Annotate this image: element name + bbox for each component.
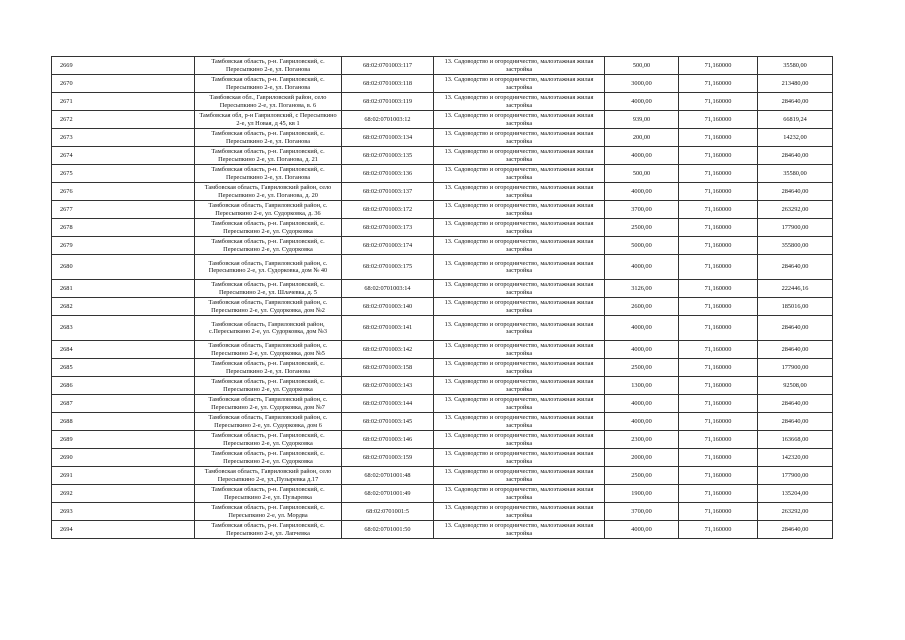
address-cell: Тамбовская область, Гавриловский район, село Пересыпкино 2-е, ул.,Пузыревка д.17 bbox=[195, 467, 342, 485]
table-row bbox=[52, 316, 833, 341]
row-number-cell: 2682 bbox=[52, 298, 195, 316]
row-number-cell: 2693 bbox=[52, 503, 195, 521]
cadastral-number-cell: 68:02:0701003:118 bbox=[342, 75, 434, 93]
area-cell: 4000,00 bbox=[605, 255, 679, 280]
rate-cell: 71,160000 bbox=[679, 341, 758, 359]
rate-cell: 71,160000 bbox=[679, 165, 758, 183]
rate-cell: 71,160000 bbox=[679, 147, 758, 165]
row-number-cell: 2689 bbox=[52, 431, 195, 449]
cadastral-number-cell: 68:02:0701001:49 bbox=[342, 485, 434, 503]
address-cell: Тамбовская область, р-н. Гавриловский, с. Пересыпкино 2-е, ул. Поганова bbox=[195, 129, 342, 147]
cadastral-value-cell: 284640,00 bbox=[758, 147, 833, 165]
rate-cell: 71,160000 bbox=[679, 485, 758, 503]
row-number-cell: 2669 bbox=[52, 57, 195, 75]
address-cell: Тамбовская область, р-н. Гавриловский, с. Пересыпкино 2-е, ул. Поганова, д. 21 bbox=[195, 147, 342, 165]
land-plots-table bbox=[51, 56, 833, 539]
cadastral-number-cell: 68:02:0701003:134 bbox=[342, 129, 434, 147]
permitted-use-cell: 13. Садоводство и огородничество, малоэтажная жилая застройка bbox=[434, 147, 605, 165]
area-cell: 4000,00 bbox=[605, 93, 679, 111]
cadastral-value-cell: 284640,00 bbox=[758, 413, 833, 431]
permitted-use-cell: 13. Садоводство и огородничество, малоэтажная жилая застройка bbox=[434, 298, 605, 316]
row-number-cell: 2679 bbox=[52, 237, 195, 255]
row-number-cell: 2673 bbox=[52, 129, 195, 147]
area-cell: 4000,00 bbox=[605, 183, 679, 201]
cadastral-value-cell: 177900,00 bbox=[758, 359, 833, 377]
cadastral-number-cell: 68:02:0701003:143 bbox=[342, 377, 434, 395]
cadastral-number-cell: 68:02:0701003:158 bbox=[342, 359, 434, 377]
row-number-cell: 2678 bbox=[52, 219, 195, 237]
area-cell: 4000,00 bbox=[605, 395, 679, 413]
cadastral-value-cell: 185016,00 bbox=[758, 298, 833, 316]
cadastral-number-cell: 68:02:0701003:173 bbox=[342, 219, 434, 237]
area-cell: 4000,00 bbox=[605, 521, 679, 539]
cadastral-value-cell: 284640,00 bbox=[758, 93, 833, 111]
row-number-cell: 2692 bbox=[52, 485, 195, 503]
rate-cell: 71,160000 bbox=[679, 201, 758, 219]
rate-cell: 71,160000 bbox=[679, 521, 758, 539]
address-cell: Тамбовская область, р-н. Гавриловский, с. Пересыпкино 2-е, ул. Шлачевка, д. 5 bbox=[195, 280, 342, 298]
row-number-cell: 2681 bbox=[52, 280, 195, 298]
cadastral-value-cell: 177900,00 bbox=[758, 467, 833, 485]
address-cell: Тамбовская область, Гавриловский район, с. Пересыпкино 2-е, ул. Судорковка, дом №7 bbox=[195, 395, 342, 413]
rate-cell: 71,160000 bbox=[679, 298, 758, 316]
area-cell: 4000,00 bbox=[605, 147, 679, 165]
row-number-cell: 2685 bbox=[52, 359, 195, 377]
area-cell: 939,00 bbox=[605, 111, 679, 129]
table-row bbox=[52, 431, 833, 449]
address-cell: Тамбовская область, Гавриловский район, село Пересыпкино 2-е, ул. Поганова, д. 20 bbox=[195, 183, 342, 201]
area-cell: 4000,00 bbox=[605, 316, 679, 341]
cadastral-value-cell: 14232,00 bbox=[758, 129, 833, 147]
area-cell: 4000,00 bbox=[605, 413, 679, 431]
table-row bbox=[52, 467, 833, 485]
address-cell: Тамбовская область, р-н. Гавриловский, с. Пересыпкино 2-е, ул. Пузыревка bbox=[195, 485, 342, 503]
address-cell: Тамбовская область, р-н. Гавриловский, с. Пересыпкино 2-е, ул. Лапчевка bbox=[195, 521, 342, 539]
rate-cell: 71,160000 bbox=[679, 237, 758, 255]
cadastral-number-cell: 68:02:0701003:144 bbox=[342, 395, 434, 413]
rate-cell: 71,160000 bbox=[679, 183, 758, 201]
row-number-cell: 2684 bbox=[52, 341, 195, 359]
row-number-cell: 2675 bbox=[52, 165, 195, 183]
cadastral-value-cell: 177900,00 bbox=[758, 219, 833, 237]
permitted-use-cell: 13. Садоводство и огородничество, малоэтажная жилая застройка bbox=[434, 467, 605, 485]
permitted-use-cell: 13. Садоводство и огородничество, малоэтажная жилая застройка bbox=[434, 359, 605, 377]
row-number-cell: 2694 bbox=[52, 521, 195, 539]
permitted-use-cell: 13. Садоводство и огородничество, малоэтажная жилая застройка bbox=[434, 316, 605, 341]
row-number-cell: 2687 bbox=[52, 395, 195, 413]
table-body bbox=[52, 57, 833, 539]
table-row bbox=[52, 93, 833, 111]
cadastral-number-cell: 68:02:0701001:5 bbox=[342, 503, 434, 521]
row-number-cell: 2677 bbox=[52, 201, 195, 219]
document-page bbox=[51, 56, 832, 539]
cadastral-number-cell: 68:02:0701003:117 bbox=[342, 57, 434, 75]
cadastral-value-cell: 263292,00 bbox=[758, 503, 833, 521]
rate-cell: 71,160000 bbox=[679, 467, 758, 485]
cadastral-value-cell: 355800,00 bbox=[758, 237, 833, 255]
area-cell: 2500,00 bbox=[605, 359, 679, 377]
permitted-use-cell: 13. Садоводство и огородничество, малоэтажная жилая застройка bbox=[434, 129, 605, 147]
address-cell: Тамбовская область, р-н. Гавриловский, с. Пересыпкино 2-е, ул. Мордва bbox=[195, 503, 342, 521]
area-cell: 1300,00 bbox=[605, 377, 679, 395]
area-cell: 1900,00 bbox=[605, 485, 679, 503]
address-cell: Тамбовская область, р-н. Гавриловский, с. Пересыпкино 2-е, ул. Поганова bbox=[195, 165, 342, 183]
permitted-use-cell: 13. Садоводство и огородничество, малоэтажная жилая застройка bbox=[434, 219, 605, 237]
table-row bbox=[52, 521, 833, 539]
cadastral-value-cell: 222446,16 bbox=[758, 280, 833, 298]
cadastral-number-cell: 68:02:0701003:119 bbox=[342, 93, 434, 111]
cadastral-number-cell: 68:02:0701003:137 bbox=[342, 183, 434, 201]
cadastral-number-cell: 68:02:0701003:175 bbox=[342, 255, 434, 280]
area-cell: 2500,00 bbox=[605, 467, 679, 485]
table-row bbox=[52, 485, 833, 503]
rate-cell: 71,160000 bbox=[679, 359, 758, 377]
area-cell: 3126,00 bbox=[605, 280, 679, 298]
table-row bbox=[52, 377, 833, 395]
table-row bbox=[52, 298, 833, 316]
cadastral-number-cell: 68:02:0701003:12 bbox=[342, 111, 434, 129]
table-row bbox=[52, 165, 833, 183]
rate-cell: 71,160000 bbox=[679, 255, 758, 280]
cadastral-number-cell: 68:02:0701003:174 bbox=[342, 237, 434, 255]
address-cell: Тамбовская область, р-н. Гавриловский, с. Пересыпкино 2-е, ул. Судорковка bbox=[195, 219, 342, 237]
cadastral-number-cell: 68:02:0701003:141 bbox=[342, 316, 434, 341]
row-number-cell: 2691 bbox=[52, 467, 195, 485]
address-cell: Тамбовская область, Гавриловский район, с. Пересыпкино 2-е, ул. Судорковка, дом № 40 bbox=[195, 255, 342, 280]
rate-cell: 71,160000 bbox=[679, 111, 758, 129]
permitted-use-cell: 13. Садоводство и огородничество, малоэтажная жилая застройка bbox=[434, 255, 605, 280]
cadastral-number-cell: 68:02:0701003:140 bbox=[342, 298, 434, 316]
cadastral-number-cell: 68:02:0701001:50 bbox=[342, 521, 434, 539]
permitted-use-cell: 13. Садоводство и огородничество, малоэтажная жилая застройка bbox=[434, 395, 605, 413]
cadastral-number-cell: 68:02:0701003:135 bbox=[342, 147, 434, 165]
rate-cell: 71,160000 bbox=[679, 219, 758, 237]
table-row bbox=[52, 395, 833, 413]
address-cell: Тамбовская область, р-н. Гавриловский, с. Пересыпкино 2-е, ул. Поганова bbox=[195, 359, 342, 377]
permitted-use-cell: 13. Садоводство и огородничество, малоэтажная жилая застройка bbox=[434, 57, 605, 75]
address-cell: Тамбовская область, Гавриловский район, с. Пересыпкино 2-е, ул. Судорковка, д. 36 bbox=[195, 201, 342, 219]
cadastral-number-cell: 68:02:0701003:145 bbox=[342, 413, 434, 431]
table-row bbox=[52, 219, 833, 237]
area-cell: 2500,00 bbox=[605, 219, 679, 237]
cadastral-value-cell: 284640,00 bbox=[758, 255, 833, 280]
table-row bbox=[52, 280, 833, 298]
permitted-use-cell: 13. Садоводство и огородничество, малоэтажная жилая застройка bbox=[434, 280, 605, 298]
row-number-cell: 2671 bbox=[52, 93, 195, 111]
area-cell: 2000,00 bbox=[605, 449, 679, 467]
address-cell: Тамбовская обл., Гавриловский район, село Пересыпкино 2-е, ул. Поганова, в. 6 bbox=[195, 93, 342, 111]
table-row bbox=[52, 75, 833, 93]
rate-cell: 71,160000 bbox=[679, 57, 758, 75]
permitted-use-cell: 13. Садоводство и огородничество, малоэтажная жилая застройка bbox=[434, 377, 605, 395]
area-cell: 3700,00 bbox=[605, 503, 679, 521]
permitted-use-cell: 13. Садоводство и огородничество, малоэтажная жилая застройка bbox=[434, 93, 605, 111]
table-row bbox=[52, 237, 833, 255]
cadastral-number-cell: 68:02:0701003:142 bbox=[342, 341, 434, 359]
table-row bbox=[52, 183, 833, 201]
rate-cell: 71,160000 bbox=[679, 280, 758, 298]
row-number-cell: 2674 bbox=[52, 147, 195, 165]
permitted-use-cell: 13. Садоводство и огородничество, малоэтажная жилая застройка bbox=[434, 521, 605, 539]
table-row bbox=[52, 147, 833, 165]
rate-cell: 71,160000 bbox=[679, 431, 758, 449]
table-row bbox=[52, 359, 833, 377]
permitted-use-cell: 13. Садоводство и огородничество, малоэтажная жилая застройка bbox=[434, 341, 605, 359]
rate-cell: 71,160000 bbox=[679, 93, 758, 111]
address-cell: Тамбовская область, Гавриловский район, с. Пересыпкино 2-е, ул. Судорковка, дом №5 bbox=[195, 341, 342, 359]
row-number-cell: 2680 bbox=[52, 255, 195, 280]
area-cell: 3000,00 bbox=[605, 75, 679, 93]
address-cell: Тамбовская область, Гавриловский район, с.Пересыпкино 2-е, ул. Судорковка, дом №3 bbox=[195, 316, 342, 341]
address-cell: Тамбовская область, р-н. Гавриловский, с. Пересыпкино 2-е, ул. Судорковка bbox=[195, 431, 342, 449]
row-number-cell: 2676 bbox=[52, 183, 195, 201]
cadastral-value-cell: 35580,00 bbox=[758, 165, 833, 183]
row-number-cell: 2683 bbox=[52, 316, 195, 341]
cadastral-number-cell: 68:02:0701003:172 bbox=[342, 201, 434, 219]
area-cell: 500,00 bbox=[605, 57, 679, 75]
permitted-use-cell: 13. Садоводство и огородничество, малоэтажная жилая застройка bbox=[434, 237, 605, 255]
permitted-use-cell: 13. Садоводство и огородничество, малоэтажная жилая застройка bbox=[434, 165, 605, 183]
table-row bbox=[52, 503, 833, 521]
address-cell: Тамбовская область, Гавриловский район, с. Пересыпкино 2-е, ул. Судорковка, дом №2 bbox=[195, 298, 342, 316]
row-number-cell: 2690 bbox=[52, 449, 195, 467]
permitted-use-cell: 13. Садоводство и огородничество, малоэтажная жилая застройка bbox=[434, 503, 605, 521]
row-number-cell: 2686 bbox=[52, 377, 195, 395]
table-row bbox=[52, 129, 833, 147]
area-cell: 3700,00 bbox=[605, 201, 679, 219]
row-number-cell: 2688 bbox=[52, 413, 195, 431]
table-row bbox=[52, 413, 833, 431]
area-cell: 500,00 bbox=[605, 165, 679, 183]
table-row bbox=[52, 57, 833, 75]
rate-cell: 71,160000 bbox=[679, 395, 758, 413]
cadastral-value-cell: 135204,00 bbox=[758, 485, 833, 503]
table-row bbox=[52, 255, 833, 280]
rate-cell: 71,160000 bbox=[679, 316, 758, 341]
cadastral-value-cell: 284640,00 bbox=[758, 316, 833, 341]
table-row bbox=[52, 449, 833, 467]
permitted-use-cell: 13. Садоводство и огородничество, малоэтажная жилая застройка bbox=[434, 431, 605, 449]
cadastral-value-cell: 92508,00 bbox=[758, 377, 833, 395]
cadastral-value-cell: 284640,00 bbox=[758, 341, 833, 359]
permitted-use-cell: 13. Садоводство и огородничество, малоэтажная жилая застройка bbox=[434, 201, 605, 219]
table-row bbox=[52, 341, 833, 359]
address-cell: Тамбовская область, р-н. Гавриловский, с. Пересыпкино 2-е, ул. Поганова bbox=[195, 75, 342, 93]
cadastral-number-cell: 68:02:0701001:48 bbox=[342, 467, 434, 485]
cadastral-value-cell: 66819,24 bbox=[758, 111, 833, 129]
rate-cell: 71,160000 bbox=[679, 129, 758, 147]
area-cell: 2300,00 bbox=[605, 431, 679, 449]
area-cell: 200,00 bbox=[605, 129, 679, 147]
cadastral-value-cell: 142320,00 bbox=[758, 449, 833, 467]
cadastral-number-cell: 68:02:0701003:146 bbox=[342, 431, 434, 449]
address-cell: Тамбовская область, р-н. Гавриловский, с. Пересыпкино 2-е, ул. Поганова bbox=[195, 57, 342, 75]
table-row bbox=[52, 201, 833, 219]
address-cell: Тамбовская область, р-н. Гавриловский, с. Пересыпкино 2-е, ул. Судорковка bbox=[195, 377, 342, 395]
permitted-use-cell: 13. Садоводство и огородничество, малоэтажная жилая застройка bbox=[434, 111, 605, 129]
permitted-use-cell: 13. Садоводство и огородничество, малоэтажная жилая застройка bbox=[434, 75, 605, 93]
cadastral-value-cell: 284640,00 bbox=[758, 395, 833, 413]
rate-cell: 71,160000 bbox=[679, 377, 758, 395]
area-cell: 2600,00 bbox=[605, 298, 679, 316]
cadastral-value-cell: 35580,00 bbox=[758, 57, 833, 75]
permitted-use-cell: 13. Садоводство и огородничество, малоэтажная жилая застройка bbox=[434, 449, 605, 467]
cadastral-value-cell: 263292,00 bbox=[758, 201, 833, 219]
cadastral-value-cell: 213480,00 bbox=[758, 75, 833, 93]
cadastral-number-cell: 68:02:0701003:159 bbox=[342, 449, 434, 467]
area-cell: 5000,00 bbox=[605, 237, 679, 255]
row-number-cell: 2670 bbox=[52, 75, 195, 93]
cadastral-value-cell: 163668,00 bbox=[758, 431, 833, 449]
row-number-cell: 2672 bbox=[52, 111, 195, 129]
address-cell: Тамбовская область, р-н. Гавриловский, с. Пересыпкино 2-е, ул. Судорковка bbox=[195, 237, 342, 255]
rate-cell: 71,160000 bbox=[679, 75, 758, 93]
rate-cell: 71,160000 bbox=[679, 413, 758, 431]
rate-cell: 71,160000 bbox=[679, 503, 758, 521]
address-cell: Тамбовская область, Гавриловский район, с. Пересыпкино 2-е, ул. Судорковка, дом 6 bbox=[195, 413, 342, 431]
cadastral-number-cell: 68:02:0701003:14 bbox=[342, 280, 434, 298]
cadastral-value-cell: 284640,00 bbox=[758, 521, 833, 539]
cadastral-value-cell: 284640,00 bbox=[758, 183, 833, 201]
rate-cell: 71,160000 bbox=[679, 449, 758, 467]
address-cell: Тамбовская обл, р-н Гавриловский, с Пересыпкино 2-е, ул Новая, д 45, кв 1 bbox=[195, 111, 342, 129]
cadastral-number-cell: 68:02:0701003:136 bbox=[342, 165, 434, 183]
table-row bbox=[52, 111, 833, 129]
permitted-use-cell: 13. Садоводство и огородничество, малоэтажная жилая застройка bbox=[434, 183, 605, 201]
address-cell: Тамбовская область, р-н. Гавриловский, с. Пересыпкино 2-е, ул. Судорковка bbox=[195, 449, 342, 467]
area-cell: 4000,00 bbox=[605, 341, 679, 359]
permitted-use-cell: 13. Садоводство и огородничество, малоэтажная жилая застройка bbox=[434, 485, 605, 503]
permitted-use-cell: 13. Садоводство и огородничество, малоэтажная жилая застройка bbox=[434, 413, 605, 431]
